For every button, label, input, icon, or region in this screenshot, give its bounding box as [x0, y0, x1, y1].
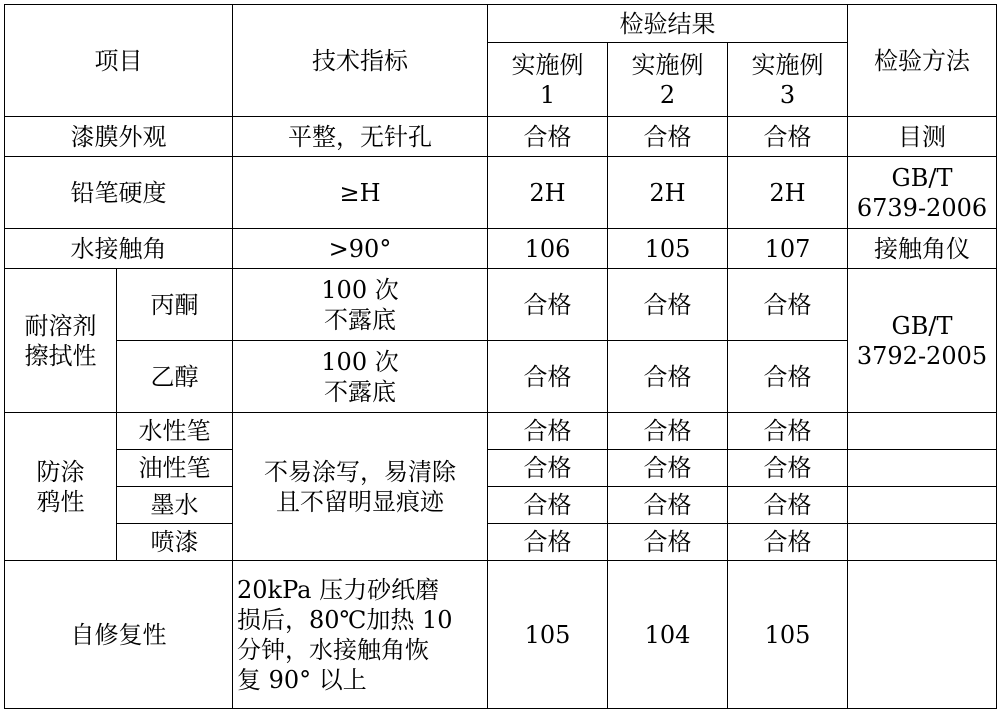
row-graffiti-water-pen-r1: 合格	[488, 413, 608, 450]
row-graffiti-water-pen-r2: 合格	[608, 413, 728, 450]
row-appearance-r2: 合格	[608, 117, 728, 157]
row-graffiti-spray-method	[848, 524, 997, 561]
row-appearance-spec: 平整，无针孔	[233, 117, 488, 157]
row-contact-item: 水接触角	[5, 229, 233, 269]
row-graffiti-spray-r3: 合格	[728, 524, 848, 561]
row-pencil-r2: 2H	[608, 157, 728, 229]
header-method: 检验方法	[848, 5, 997, 117]
row-graffiti-water-pen-method	[848, 413, 997, 450]
row-solvent-acetone-r2: 合格	[608, 269, 728, 341]
row-graffiti-ink-method	[848, 487, 997, 524]
row-appearance-method: 目测	[848, 117, 997, 157]
row-pencil-r1: 2H	[488, 157, 608, 229]
row-graffiti-oil-pen-sub: 油性笔	[117, 450, 233, 487]
row-pencil-r3: 2H	[728, 157, 848, 229]
header-item: 项目	[5, 5, 233, 117]
row-pencil-method: GB/T 6739-2006	[848, 157, 997, 229]
row-contact-spec: >90°	[233, 229, 488, 269]
header-example-3: 实施例 3	[728, 43, 848, 117]
row-contact-r3: 107	[728, 229, 848, 269]
row-graffiti-spray-r1: 合格	[488, 524, 608, 561]
row-graffiti-ink-sub: 墨水	[117, 487, 233, 524]
row-graffiti-group: 防涂 鸦性	[5, 413, 117, 561]
row-appearance-r3: 合格	[728, 117, 848, 157]
row-solvent-acetone-r1: 合格	[488, 269, 608, 341]
row-graffiti-oil-pen-r2: 合格	[608, 450, 728, 487]
header-example-2: 实施例 2	[608, 43, 728, 117]
test-results-table	[4, 4, 997, 709]
header-spec: 技术指标	[233, 5, 488, 117]
row-selfrepair-r2: 104	[608, 561, 728, 709]
row-solvent-acetone-sub: 丙酮	[117, 269, 233, 341]
row-contact-r1: 106	[488, 229, 608, 269]
row-pencil-item: 铅笔硬度	[5, 157, 233, 229]
row-graffiti-spec: 不易涂写，易清除 且不留明显痕迹	[233, 413, 488, 561]
row-graffiti-spray-r2: 合格	[608, 524, 728, 561]
header-results: 检验结果	[488, 5, 848, 43]
row-contact-r2: 105	[608, 229, 728, 269]
row-solvent-group: 耐溶剂 擦拭性	[5, 269, 117, 413]
row-selfrepair-spec: 20kPa 压力砂纸磨 损后，80℃加热 10 分钟，水接触角恢 复 90° 以上	[233, 561, 488, 709]
row-selfrepair-method	[848, 561, 997, 709]
row-solvent-ethanol-r3: 合格	[728, 341, 848, 413]
row-solvent-acetone-spec: 100 次 不露底	[233, 269, 488, 341]
row-solvent-method: GB/T 3792-2005	[848, 269, 997, 413]
row-solvent-ethanol-spec: 100 次 不露底	[233, 341, 488, 413]
row-solvent-ethanol-r1: 合格	[488, 341, 608, 413]
header-example-1: 实施例 1	[488, 43, 608, 117]
row-appearance-item: 漆膜外观	[5, 117, 233, 157]
row-graffiti-ink-r3: 合格	[728, 487, 848, 524]
row-appearance-r1: 合格	[488, 117, 608, 157]
row-selfrepair-r3: 105	[728, 561, 848, 709]
row-graffiti-spray-sub: 喷漆	[117, 524, 233, 561]
row-graffiti-oil-pen-r1: 合格	[488, 450, 608, 487]
row-graffiti-oil-pen-r3: 合格	[728, 450, 848, 487]
row-solvent-acetone-r3: 合格	[728, 269, 848, 341]
row-pencil-spec: ≥H	[233, 157, 488, 229]
row-graffiti-water-pen-sub: 水性笔	[117, 413, 233, 450]
row-graffiti-water-pen-r3: 合格	[728, 413, 848, 450]
row-graffiti-ink-r2: 合格	[608, 487, 728, 524]
row-selfrepair-item: 自修复性	[5, 561, 233, 709]
row-solvent-ethanol-sub: 乙醇	[117, 341, 233, 413]
row-graffiti-ink-r1: 合格	[488, 487, 608, 524]
row-solvent-ethanol-r2: 合格	[608, 341, 728, 413]
row-graffiti-oil-pen-method	[848, 450, 997, 487]
row-selfrepair-r1: 105	[488, 561, 608, 709]
row-contact-method: 接触角仪	[848, 229, 997, 269]
